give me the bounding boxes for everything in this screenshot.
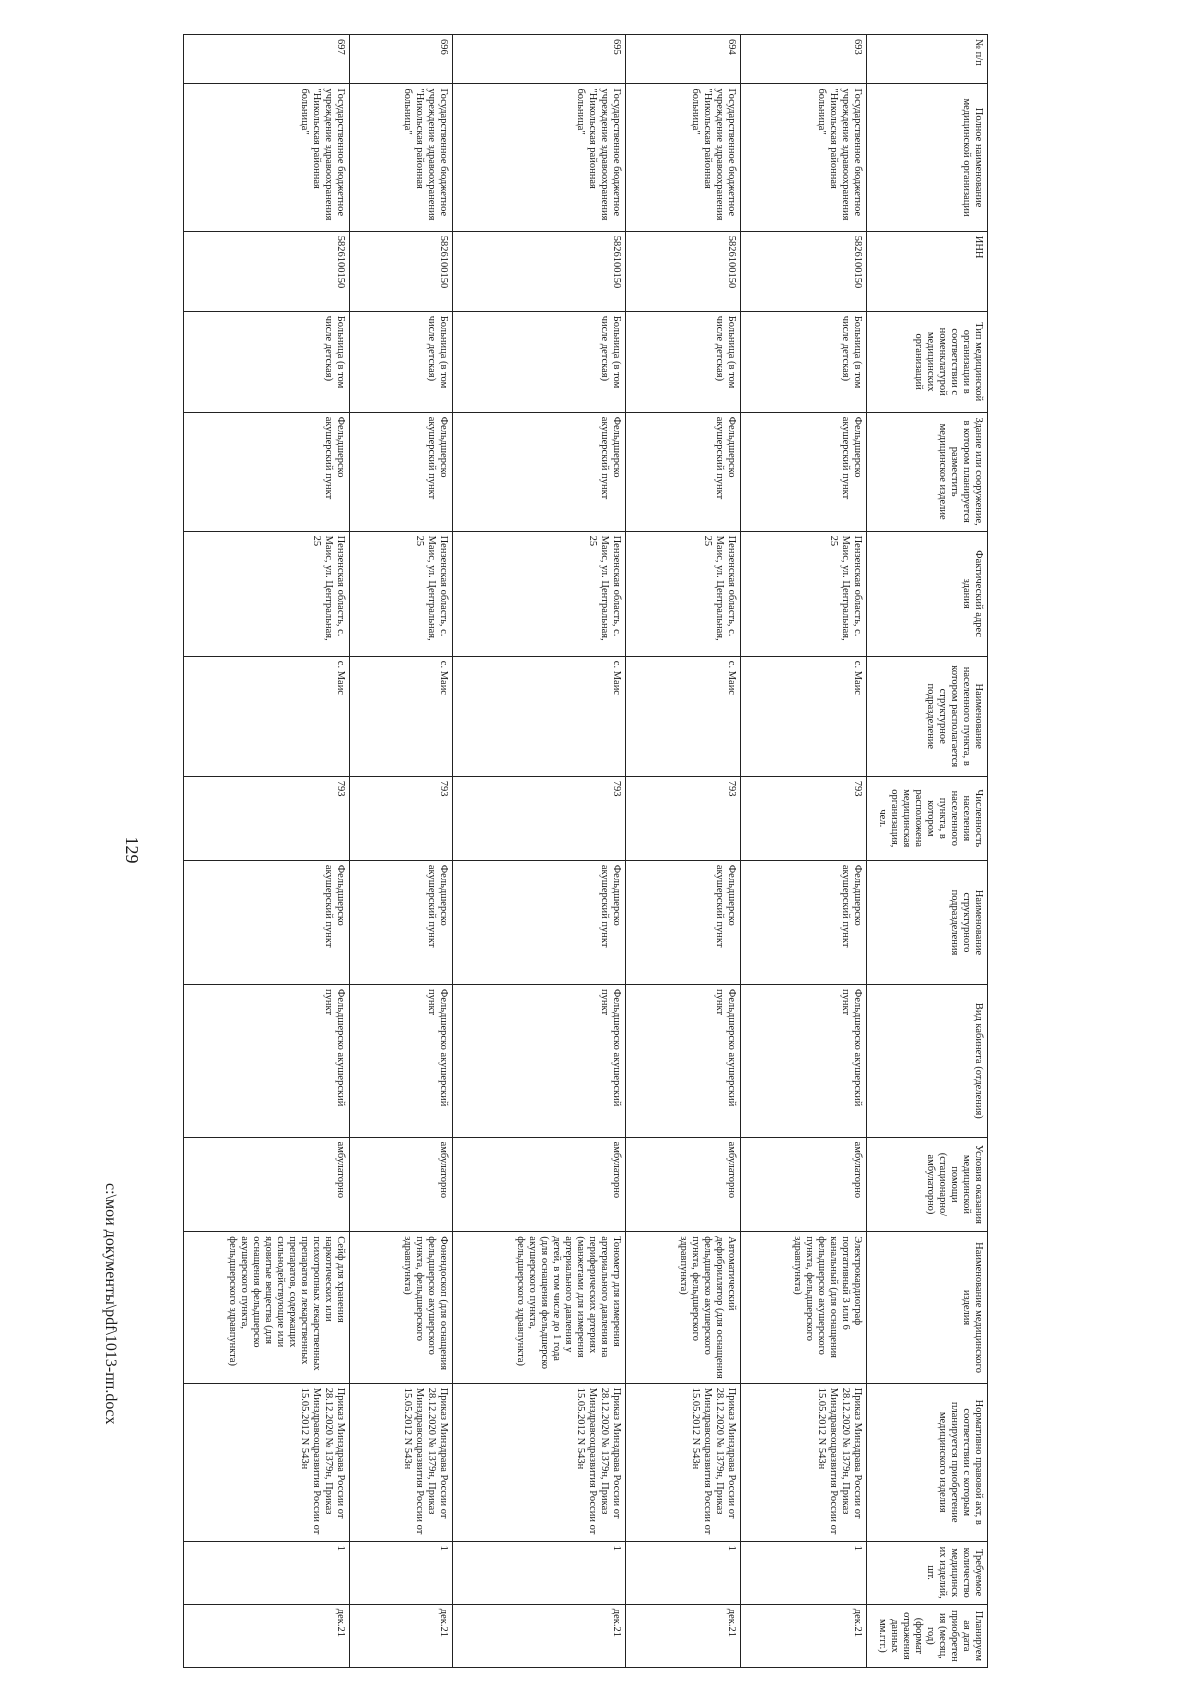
- cell-address: Пензенская область, с. Маис, ул. Центральная, 25: [350, 531, 453, 656]
- cell-type: Больница (в том числе детская): [625, 311, 740, 412]
- cell-settlement: с. Маис: [184, 656, 350, 776]
- cell-act: Приказ Минздрава России от 28.12.2020 № 1379н, Приказ Минздравсоцразвития России от 15.05.2012 N 543н: [453, 1383, 625, 1541]
- cell-conditions: амбулаторно: [740, 1137, 866, 1232]
- cell-building: Фельдшерско акушерский пункт: [625, 412, 740, 531]
- cell-building: Фельдшерско акушерский пункт: [740, 412, 866, 531]
- cell-inn: 5826100150: [453, 231, 625, 311]
- cell-cabinet: Фельдшерско акушерский пункт: [740, 985, 866, 1138]
- header-type: Тип медицинской организации в соответствии с номенклатурой медицинских организаций: [867, 311, 988, 412]
- cell-inn: 5826100150: [350, 231, 453, 311]
- rotated-table-frame: [183, 34, 988, 1668]
- cell-qty: 1: [740, 1541, 866, 1604]
- cell-inn: 5826100150: [740, 231, 866, 311]
- cell-conditions: амбулаторно: [625, 1137, 740, 1232]
- cell-device: Автоматический дефибриллятор (для оснащения фельдшерско акушерского пункта, фельдшерского здравпункта): [625, 1232, 740, 1384]
- cell-unit: Фельдшерско акушерский пункт: [740, 860, 866, 984]
- cell-type: Больница (в том числе детская): [453, 311, 625, 412]
- cell-act: Приказ Минздрава России от 28.12.2020 № 1379н, Приказ Минздравсоцразвития России от 15.05.2012 N 543н: [350, 1383, 453, 1541]
- cell-settlement: с. Маис: [625, 656, 740, 776]
- cell-building: Фельдшерско акушерский пункт: [184, 412, 350, 531]
- cell-org: Государственное бюджетное учреждение здравоохранения "Никольская районная больница": [350, 84, 453, 231]
- cell-unit: Фельдшерско акушерский пункт: [184, 860, 350, 984]
- cell-date: дек.21: [740, 1604, 866, 1667]
- table-row: [740, 35, 866, 1668]
- header-inn: ИНН: [867, 231, 988, 311]
- page-number: 129: [122, 836, 142, 864]
- header-act: Нормативно правовой акт, в соответствии с которым планируется приобретение медицинского изделия: [867, 1383, 988, 1541]
- header-org: Полное наименование медицинской организации: [867, 84, 988, 231]
- cell-device: Электрокардиограф портативный 3 или 6 канальный (для оснащения фельдшерско акушерского пункта, фельдшерского здравпункта): [740, 1232, 866, 1384]
- table-row: [184, 35, 350, 1668]
- header-population: Численность населения населенного пункта, в котором расположена медицинская организация, чел.: [867, 776, 988, 860]
- header-address: Фактический адрес здания: [867, 531, 988, 656]
- cell-settlement: с. Маис: [740, 656, 866, 776]
- cell-date: дек.21: [625, 1604, 740, 1667]
- header-num: № п/п: [867, 35, 988, 84]
- cell-qty: 1: [453, 1541, 625, 1604]
- cell-num: 696: [350, 35, 453, 84]
- cell-date: дек.21: [453, 1604, 625, 1667]
- cell-qty: 1: [350, 1541, 453, 1604]
- header-device: Наименование медицинского изделия: [867, 1232, 988, 1384]
- cell-settlement: с. Маис: [453, 656, 625, 776]
- cell-address: Пензенская область, с. Маис, ул. Центральная, 25: [453, 531, 625, 656]
- cell-qty: 1: [625, 1541, 740, 1604]
- header-settlement: Наименование населенного пункта, в котором располагается структурное подразделение: [867, 656, 988, 776]
- cell-num: 697: [184, 35, 350, 84]
- header-date: Планируемая дата приобретения (месяц, год) (формат отражения данных мм.ггг.): [867, 1604, 988, 1667]
- header-building: Здание или сооружение, в котором планируется разместить медицинское изделие: [867, 412, 988, 531]
- cell-conditions: амбулаторно: [350, 1137, 453, 1232]
- cell-building: Фельдшерско акушерский пункт: [350, 412, 453, 531]
- table-header-row: [867, 35, 988, 1668]
- cell-conditions: амбулаторно: [184, 1137, 350, 1232]
- cell-device: Сейф для хранения наркотических или психотропных лекарственных препаратов и лекарственных препаратов, содержащих сильнодействующие или ядовитые вещества (для оснащения фельдшерско акушерского пункта, фельдшерского здравпункта): [184, 1232, 350, 1384]
- cell-settlement: с. Маис: [350, 656, 453, 776]
- cell-type: Больница (в том числе детская): [350, 311, 453, 412]
- cell-address: Пензенская область, с. Маис, ул. Центральная, 25: [184, 531, 350, 656]
- cell-qty: 1: [184, 1541, 350, 1604]
- cell-address: Пензенская область, с. Маис, ул. Центральная, 25: [740, 531, 866, 656]
- cell-inn: 5826100150: [625, 231, 740, 311]
- cell-cabinet: Фельдшерско акушерский пункт: [453, 985, 625, 1138]
- cell-population: 793: [740, 776, 866, 860]
- cell-date: дек.21: [350, 1604, 453, 1667]
- cell-type: Больница (в том числе детская): [740, 311, 866, 412]
- cell-type: Больница (в том числе детская): [184, 311, 350, 412]
- cell-device: Тонометр для измерения артериального давления на периферических артериях (манжетами для измерения артериального давления у детей, в том числе до 1 года (для оснащения фельдшерско акушерского пункта, фельдшерского здравпункта): [453, 1232, 625, 1384]
- table-row: [453, 35, 625, 1668]
- cell-device: Фонендоскоп (для оснащения фельдшерско акушерского пункта, фельдшерского здравпункта): [350, 1232, 453, 1384]
- header-unit: Наименование структурного подразделения: [867, 860, 988, 984]
- footer-file-path: c:\мои документы\pdf\1013-пп.docx: [102, 1183, 119, 1425]
- cell-inn: 5826100150: [184, 231, 350, 311]
- cell-cabinet: Фельдшерско акушерский пункт: [184, 985, 350, 1138]
- cell-act: Приказ Минздрава России от 28.12.2020 № 1379н, Приказ Минздравсоцразвития России от 15.05.2012 N 543н: [184, 1383, 350, 1541]
- cell-population: 793: [453, 776, 625, 860]
- cell-building: Фельдшерско акушерский пункт: [453, 412, 625, 531]
- cell-cabinet: Фельдшерско акушерский пункт: [625, 985, 740, 1138]
- cell-population: 793: [350, 776, 453, 860]
- cell-org: Государственное бюджетное учреждение здравоохранения "Никольская районная больница": [625, 84, 740, 231]
- cell-unit: Фельдшерско акушерский пункт: [350, 860, 453, 984]
- cell-org: Государственное бюджетное учреждение здравоохранения "Никольская районная больница": [184, 84, 350, 231]
- cell-conditions: амбулаторно: [453, 1137, 625, 1232]
- cell-unit: Фельдшерско акушерский пункт: [625, 860, 740, 984]
- cell-address: Пензенская область, с. Маис, ул. Центральная, 25: [625, 531, 740, 656]
- cell-act: Приказ Минздрава России от 28.12.2020 № 1379н, Приказ Минздравсоцразвития России от 15.05.2012 N 543н: [740, 1383, 866, 1541]
- header-cabinet: Вид кабинета (отделения): [867, 985, 988, 1138]
- table-container: [183, 34, 988, 1668]
- cell-act: Приказ Минздрава России от 28.12.2020 № 1379н, Приказ Минздравсоцразвития России от 15.05.2012 N 543н: [625, 1383, 740, 1541]
- cell-org: Государственное бюджетное учреждение здравоохранения "Никольская районная больница": [453, 84, 625, 231]
- header-conditions: Условия оказания медицинской помощи (стационарно/ амбулаторно): [867, 1137, 988, 1232]
- cell-date: дек.21: [184, 1604, 350, 1667]
- cell-num: 694: [625, 35, 740, 84]
- cell-org: Государственное бюджетное учреждение здравоохранения "Никольская районная больница": [740, 84, 866, 231]
- cell-unit: Фельдшерско акушерский пункт: [453, 860, 625, 984]
- header-qty: Требуемое количество медицинских изделий, шт.: [867, 1541, 988, 1604]
- cell-cabinet: Фельдшерско акушерский пункт: [350, 985, 453, 1138]
- equipment-table: [183, 34, 988, 1668]
- cell-num: 693: [740, 35, 866, 84]
- table-row: [625, 35, 740, 1668]
- cell-num: 695: [453, 35, 625, 84]
- cell-population: 793: [625, 776, 740, 860]
- cell-population: 793: [184, 776, 350, 860]
- table-row: [350, 35, 453, 1668]
